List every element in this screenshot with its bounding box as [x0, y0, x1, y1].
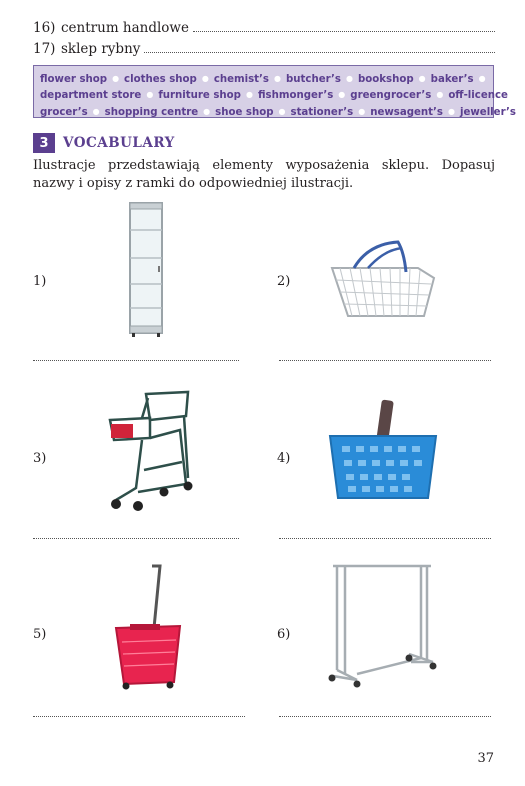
item-number: 1)	[33, 274, 47, 289]
word-box-item: jeweller’s	[459, 106, 516, 118]
clothes-rail-icon	[323, 562, 438, 690]
word-box-item: off-licence	[448, 90, 508, 102]
word-box	[33, 65, 520, 118]
word-box-item: butcher’s	[285, 74, 341, 85]
separator-dot-icon: ●	[338, 90, 346, 100]
line-number: 17)	[33, 41, 56, 57]
separator-dot-icon: ●	[512, 90, 520, 100]
exercise-header	[33, 133, 175, 153]
separator-dot-icon: ●	[346, 74, 353, 83]
word-box-item: baker’s	[430, 74, 474, 85]
word-box-item: grocer’s	[40, 106, 88, 118]
word-box-item: fishmonger’s	[257, 90, 334, 102]
plastic-basket-icon	[328, 398, 438, 502]
word-box-item: department store	[40, 90, 142, 102]
item-number: 4)	[277, 451, 291, 466]
word-box-item: shopping centre	[104, 106, 199, 118]
answer-line-17	[33, 41, 495, 57]
wire-basket-icon	[328, 238, 438, 323]
separator-dot-icon: ●	[146, 90, 154, 100]
word-box-row	[40, 71, 487, 87]
word-box-item: clothes shop	[124, 74, 197, 85]
word-box-item: stationer’s	[290, 106, 354, 118]
separator-dot-icon: ●	[201, 74, 209, 83]
word-box-item: newsagent’s	[370, 106, 443, 118]
separator-dot-icon: ●	[245, 90, 253, 100]
word-box-item: flower shop	[40, 74, 108, 85]
word-box-item: greengrocer’s	[350, 90, 432, 102]
answer-line[interactable]	[33, 538, 239, 539]
answer-line[interactable]	[33, 360, 239, 361]
separator-dot-icon: ●	[203, 106, 211, 116]
answer-line[interactable]	[33, 716, 245, 717]
separator-dot-icon: ●	[274, 74, 281, 83]
item-number: 3)	[33, 451, 47, 466]
exercise-number: 3	[33, 133, 55, 153]
answer-dots[interactable]	[193, 31, 495, 32]
separator-dot-icon: ●	[112, 74, 120, 83]
separator-dot-icon: ●	[92, 106, 100, 116]
line-label: sklep rybny	[61, 41, 141, 57]
word-box-item: chemist’s	[213, 74, 269, 85]
separator-dot-icon: ●	[278, 106, 286, 116]
wheeled-basket-icon	[112, 562, 184, 692]
item-number: 5)	[33, 627, 47, 642]
separator-dot-icon: ●	[436, 90, 444, 100]
word-box-row	[40, 104, 516, 120]
page-number: 37	[477, 751, 494, 766]
separator-dot-icon: ●	[358, 106, 366, 116]
answer-line-16	[33, 20, 495, 36]
glass-display-cabinet-icon	[122, 200, 172, 345]
word-box-item: bookshop	[357, 74, 414, 85]
item-number: 6)	[277, 627, 291, 642]
exercise-instruction: Ilustracje przedstawiają elementy wyposażenia sklepu. Dopasuj nazwy i opisy z ramki do odpowiedniej ilustracji.	[33, 158, 495, 191]
item-number: 2)	[277, 274, 291, 289]
word-box-item: furniture shop	[158, 90, 241, 102]
answer-line[interactable]	[279, 538, 491, 539]
shopping-trolley-icon	[102, 388, 194, 516]
line-number: 16)	[33, 20, 56, 36]
separator-dot-icon: ●	[447, 106, 455, 116]
answer-line[interactable]	[279, 716, 491, 717]
exercise-title: VOCABULARY	[63, 135, 175, 151]
line-label: centrum handlowe	[61, 20, 189, 36]
separator-dot-icon: ●	[418, 74, 426, 83]
word-box-row	[40, 87, 520, 103]
answer-line[interactable]	[279, 360, 491, 361]
word-box-item: shoe shop	[215, 106, 274, 118]
answer-dots[interactable]	[144, 52, 495, 53]
separator-dot-icon: ●	[478, 74, 486, 83]
